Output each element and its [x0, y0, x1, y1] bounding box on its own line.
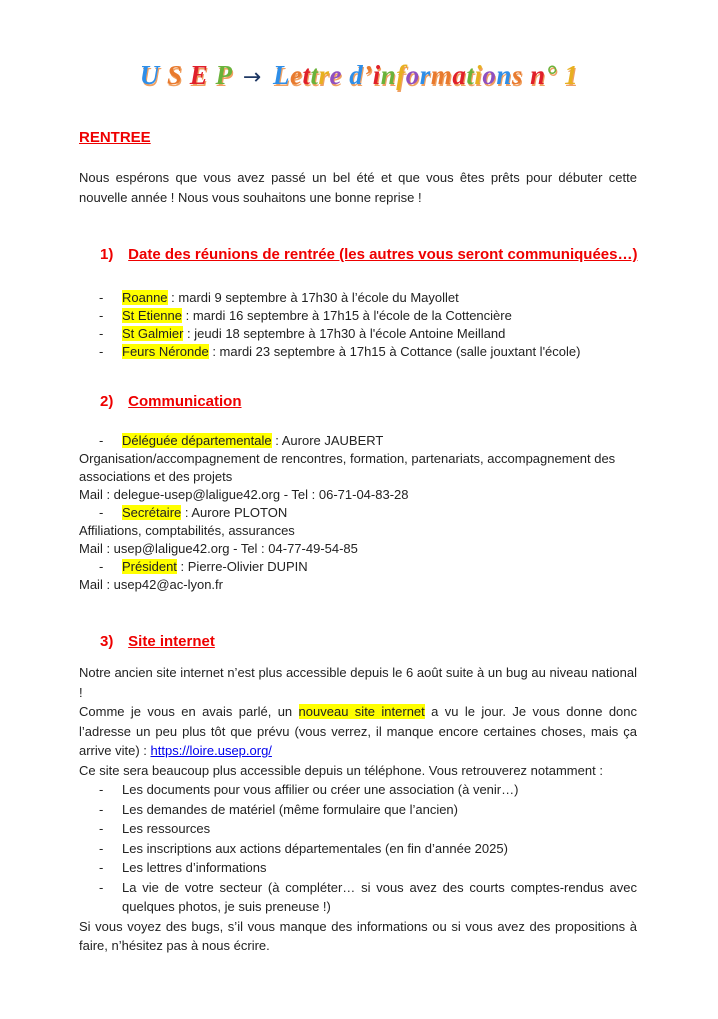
site-paragraph-2: [79, 702, 637, 761]
meeting-item: [99, 289, 639, 307]
title-char: L: [272, 60, 290, 90]
arrow-right-icon: →: [242, 65, 262, 90]
title-char: o: [482, 60, 497, 90]
title-char: i: [474, 60, 483, 90]
title-char: t: [310, 60, 319, 90]
feature-text: Les demandes de matériel (même formulaire que l’ancien): [122, 801, 458, 817]
role-label: Président: [122, 559, 177, 574]
feature-item: [99, 858, 637, 878]
title-char: e: [329, 60, 342, 90]
meeting-details: : mardi 23 septembre à 17h15 à Cottance (salle jouxtant l'école): [208, 344, 581, 359]
title-char: a: [452, 60, 467, 90]
contacts-block: [79, 432, 639, 594]
meeting-place: Roanne: [122, 290, 168, 305]
feature-text: Les documents pour vous affilier ou créer une association (à venir…): [122, 782, 519, 797]
dash-bullet: -: [99, 821, 104, 836]
new-site-highlight: nouveau site internet: [298, 704, 425, 719]
title-char: f: [396, 60, 406, 90]
title-char: i: [372, 60, 381, 90]
feature-item: [99, 878, 637, 917]
title-char: o: [405, 60, 420, 90]
contact-mail: Mail : delegue-usep@laligue42.org - Tel : 06-71-04-83-28: [79, 487, 409, 502]
meeting-item: [99, 343, 639, 361]
dash-bullet: -: [99, 326, 104, 341]
dash-bullet: -: [99, 344, 104, 359]
contact-role: [99, 558, 639, 576]
dash-bullet: -: [99, 433, 104, 448]
title-char: n: [496, 60, 512, 90]
rentree-heading: RENTREE: [79, 129, 151, 146]
meeting-details: : mardi 16 septembre à 17h15 à l'école de la Cottencière: [182, 308, 512, 323]
section1-number: 1): [100, 246, 114, 263]
feature-text: Les inscriptions aux actions départementales (en fin d’année 2025): [122, 840, 508, 856]
dash-bullet: -: [99, 782, 104, 797]
feature-item: [99, 819, 637, 839]
contact-mail: Mail : usep@laligue42.org - Tel : 04-77-49-54-85: [79, 541, 358, 556]
contact-name: : Aurore PLOTON: [181, 505, 288, 520]
meeting-item: [99, 307, 639, 325]
feature-item: [99, 839, 637, 859]
title-char: 1: [564, 60, 579, 90]
contact-mail: Mail : usep42@ac-lyon.fr: [79, 577, 223, 592]
title-char: m: [430, 60, 453, 90]
site-paragraph-4: Si vous voyez des bugs, s’il vous manque des informations ou si vous avez des propositions à faire, n’hésitez pas à nous écrire.: [79, 918, 637, 953]
contact-role: [99, 504, 639, 522]
site-paragraph-1: Notre ancien site internet n’est plus accessible depuis le 6 août suite à un bug au niveau national !: [79, 665, 637, 700]
feature-item: [99, 780, 637, 800]
meeting-place: Feurs Néronde: [122, 344, 209, 359]
dash-bullet: -: [99, 879, 104, 895]
contact-role: [99, 432, 639, 450]
dash-bullet: -: [99, 860, 104, 875]
p2-text: a vu le jour. Je vous donne donc l’adresse un peu plus tôt que prévu (vous verrez, il manque encore certaines choses, mais ça arrive vite) :: [79, 704, 638, 758]
title-char: t: [302, 60, 311, 90]
title-letter-u: U: [139, 60, 160, 90]
contact-name: : Aurore JAUBERT: [271, 433, 384, 448]
site-internet-block: [79, 663, 637, 956]
title-letter-e: E: [189, 60, 209, 90]
title-char: e: [289, 60, 303, 90]
section2-number: 2): [100, 393, 114, 410]
rentree-intro: Nous espérons que vous avez passé un bel été et que vous êtes prêts pour débuter cette nouvelle année ! Nous vous souhaitons une bonne reprise !: [79, 170, 637, 205]
contact-description: Affiliations, comptabilités, assurances: [79, 523, 295, 538]
role-label: Déléguée départementale: [122, 433, 272, 448]
site-link[interactable]: https://loire.usep.org/: [150, 743, 272, 758]
contact-name: : Pierre-Olivier DUPIN: [176, 559, 308, 574]
section1-heading: [100, 246, 637, 263]
dash-bullet: -: [99, 840, 104, 856]
section3-title: Site internet: [128, 633, 215, 650]
role-label: Secrétaire: [122, 505, 182, 520]
title-char: °: [545, 60, 557, 90]
document-title: [0, 60, 718, 91]
dash-bullet: -: [99, 308, 104, 323]
feature-item: [99, 800, 637, 820]
dash-bullet: -: [99, 505, 104, 520]
title-char: s: [511, 60, 523, 90]
title-char: d: [349, 60, 364, 90]
title-letter-s: S: [167, 60, 183, 90]
meeting-item: [99, 325, 639, 343]
contact-description: Organisation/accompagnement de rencontres, formation, partenariats, accompagnement des associations et des projets: [79, 451, 616, 484]
title-letter-p: P: [215, 60, 232, 90]
meetings-list: [99, 289, 639, 361]
dash-bullet: -: [99, 290, 104, 305]
section3-number: 3): [100, 633, 114, 650]
meeting-place: St Etienne: [122, 308, 182, 323]
section3-heading: [100, 633, 215, 650]
title-subtitle: [273, 60, 578, 90]
p2-text: Comme je vous en avais parlé, un: [79, 704, 299, 719]
dash-bullet: -: [99, 559, 104, 574]
dash-bullet: -: [99, 801, 104, 817]
meeting-details: : mardi 9 septembre à 17h30 à l’école du Mayollet: [167, 290, 459, 305]
feature-text: La vie de votre secteur (à compléter… si vous avez des courts comptes-rendus avec quelques photos, je suis preneuse !): [122, 879, 637, 914]
title-char: r: [419, 60, 431, 90]
title-char: n: [530, 60, 546, 90]
title-char: ’: [363, 60, 373, 90]
site-features-list: [99, 780, 637, 917]
site-paragraph-3: Ce site sera beaucoup plus accessible depuis un téléphone. Vous retrouverez notamment :: [79, 762, 603, 778]
section1-title: Date des réunions de rentrée (les autres vous seront communiquées…): [128, 246, 638, 263]
feature-text: Les lettres d’informations: [122, 860, 267, 875]
title-char: r: [318, 60, 330, 90]
title-char: n: [380, 60, 397, 90]
meeting-place: St Galmier: [122, 326, 184, 341]
feature-text: Les ressources: [122, 821, 211, 836]
title-char: t: [466, 60, 475, 90]
meeting-details: : jeudi 18 septembre à 17h30 à l'école Antoine Meilland: [183, 326, 506, 341]
section2-heading: [100, 393, 242, 410]
section2-title: Communication: [128, 393, 242, 410]
